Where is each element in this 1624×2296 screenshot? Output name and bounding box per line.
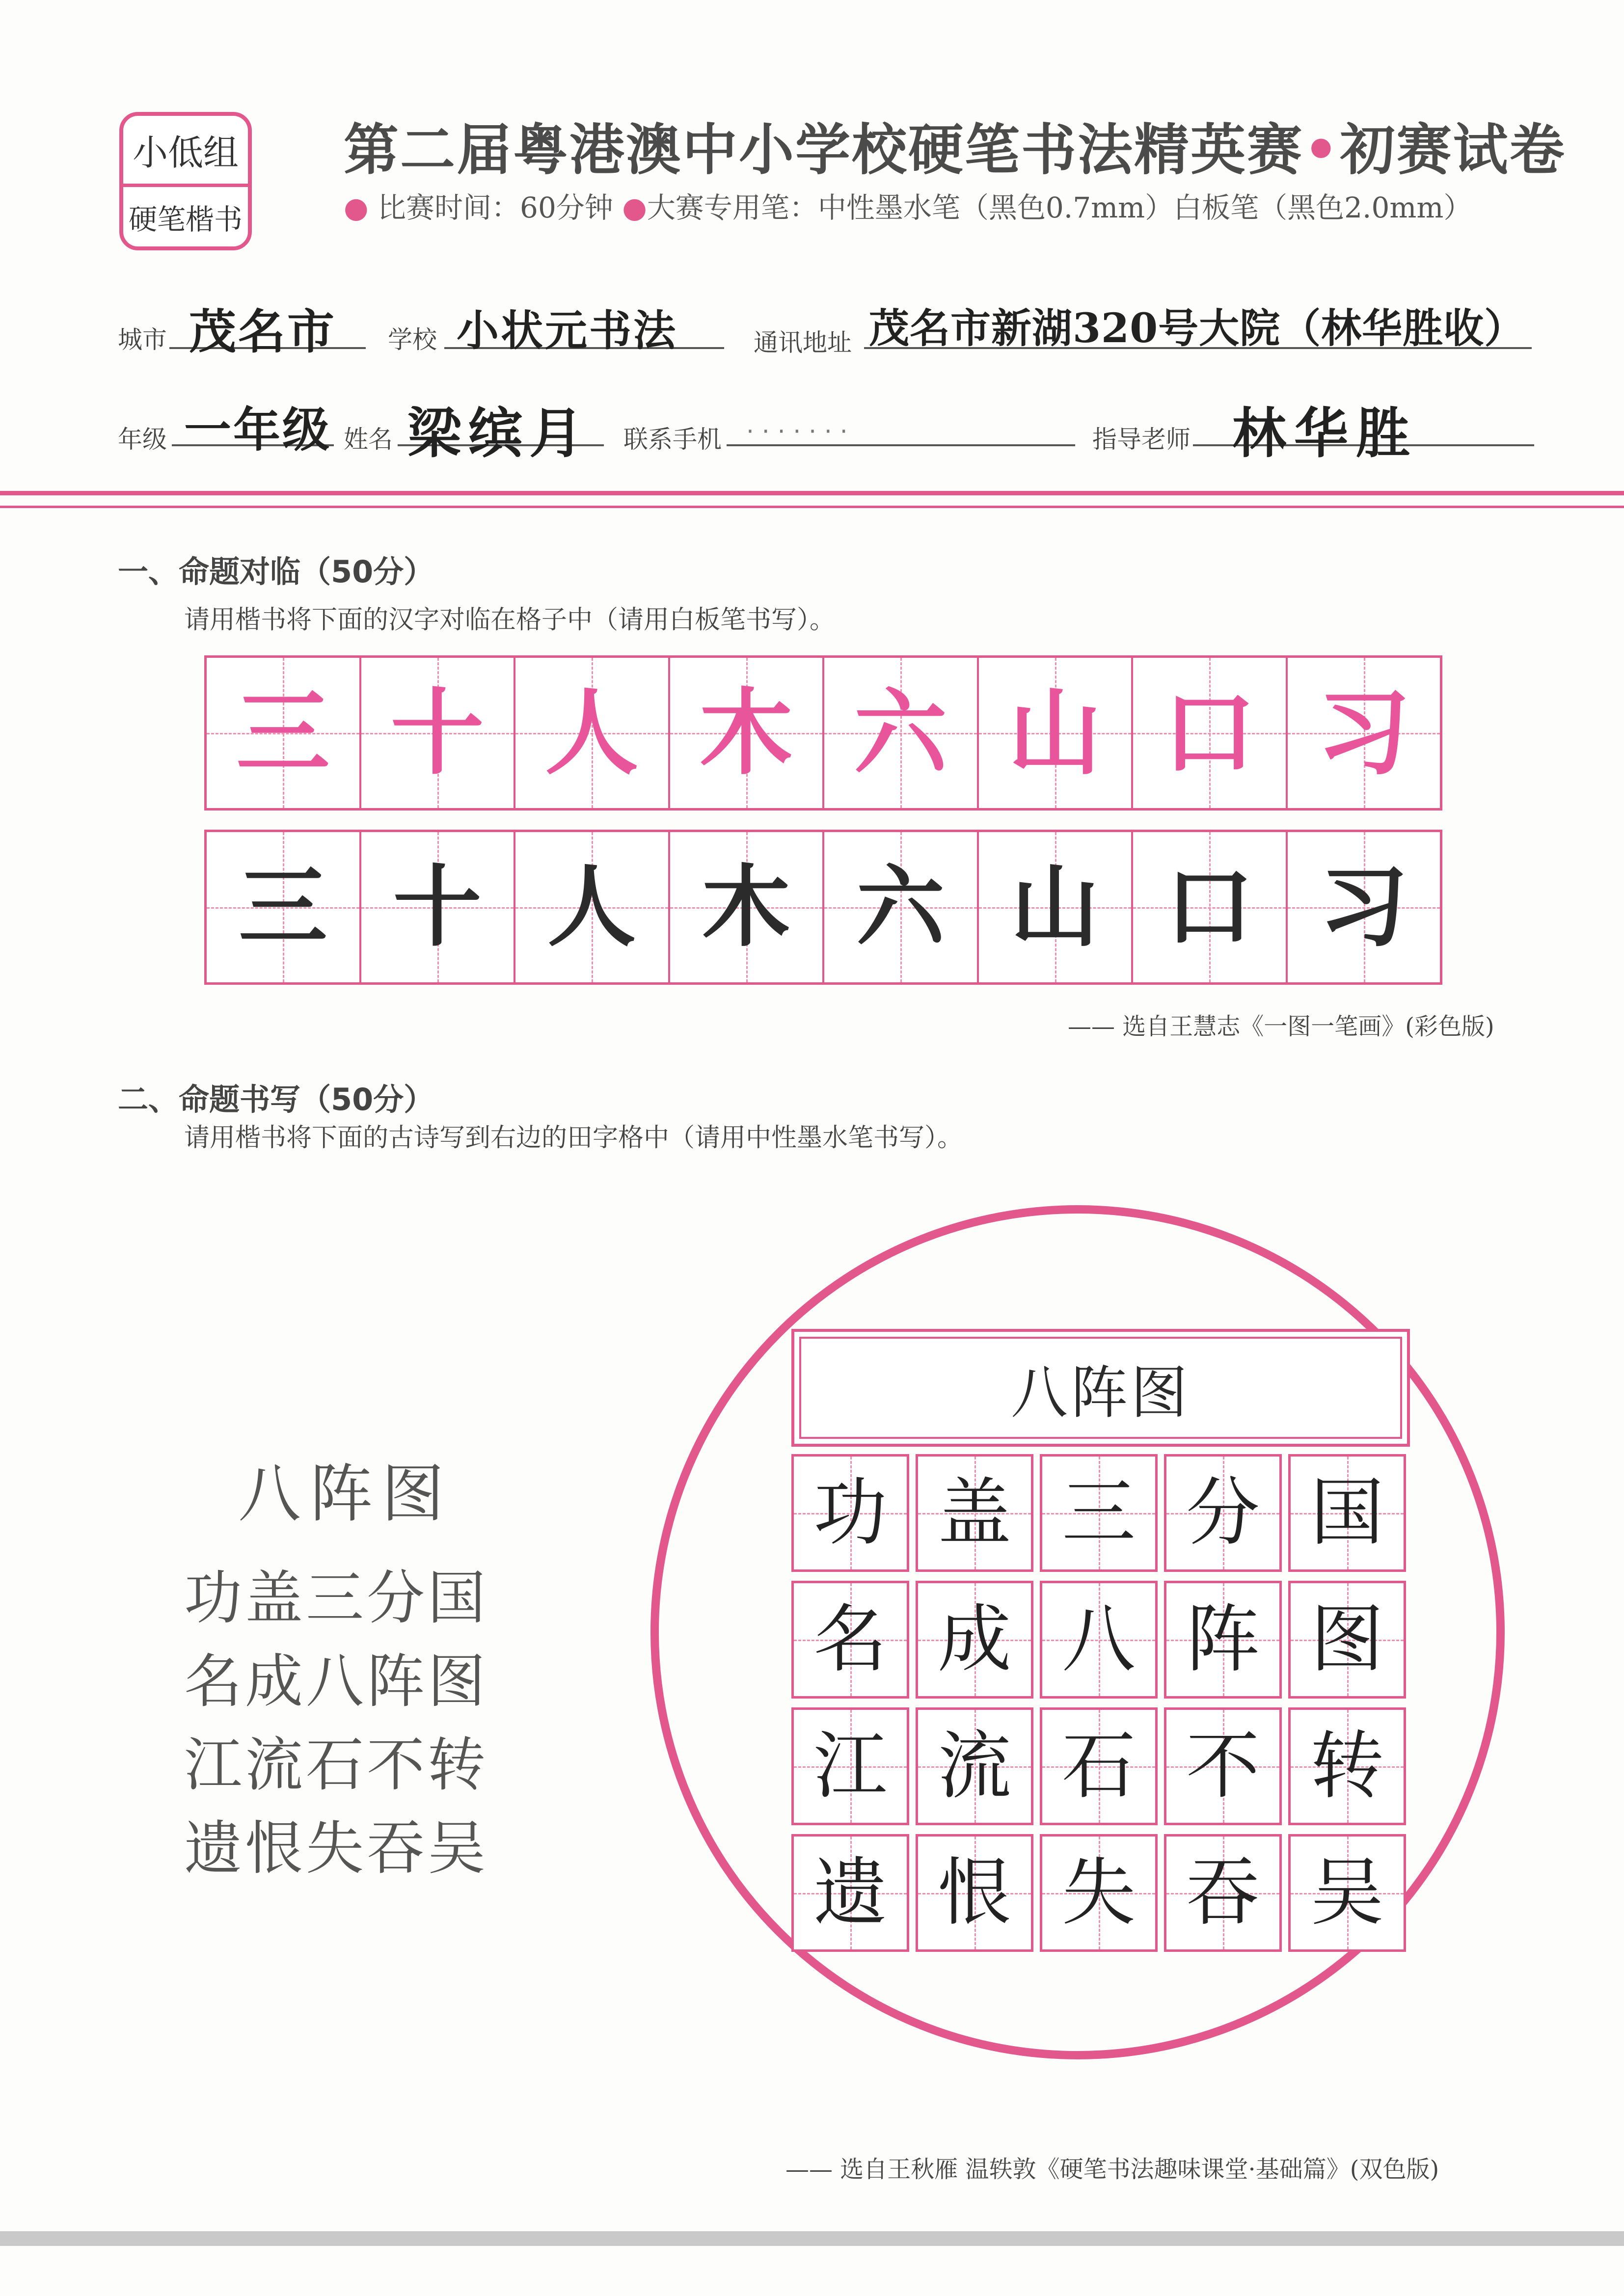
- header-divider-thick: [0, 491, 1624, 495]
- title-dot: •: [1303, 118, 1340, 182]
- writing-cell[interactable]: [1040, 1707, 1158, 1825]
- copy-cell[interactable]: [207, 832, 361, 982]
- written-char: 流: [937, 1724, 1011, 1809]
- group-label: 小低组: [123, 116, 248, 187]
- written-char: 不: [1186, 1724, 1260, 1809]
- model-cell: [824, 658, 979, 808]
- writing-cell[interactable]: [1288, 1707, 1406, 1825]
- writing-cell[interactable]: [1040, 1581, 1158, 1699]
- model-char: 山: [1008, 678, 1102, 787]
- address-label: 通讯地址: [754, 328, 852, 357]
- time-limit-text: 比赛时间：60分钟: [378, 191, 613, 224]
- copy-cell[interactable]: [979, 832, 1134, 982]
- writing-cell[interactable]: [791, 1454, 909, 1572]
- written-title-box[interactable]: [791, 1329, 1410, 1447]
- writing-cell[interactable]: [1288, 1581, 1406, 1699]
- model-cell: [1133, 658, 1288, 808]
- written-char: 分: [1186, 1470, 1260, 1556]
- writing-cell[interactable]: [1164, 1707, 1282, 1825]
- model-char: 人: [545, 678, 639, 787]
- written-char: 吞: [1186, 1850, 1260, 1936]
- poem-line: 遗恨失吞吴: [184, 1814, 489, 1882]
- school-value[interactable]: 小状元书法: [457, 306, 677, 355]
- writing-cell[interactable]: [916, 1454, 1033, 1572]
- poem-line: 名成八阵图: [184, 1648, 489, 1715]
- model-cell: [670, 658, 825, 808]
- address-value[interactable]: 茂名市新湖320号大院（林华胜收）: [869, 305, 1525, 352]
- copy-cell[interactable]: [361, 832, 516, 982]
- writing-cell[interactable]: [916, 1581, 1033, 1699]
- model-cell: [515, 658, 670, 808]
- exam-title-main: 第二届粤港澳中小学校硬笔书法精英赛: [344, 118, 1303, 182]
- writing-cell[interactable]: [1164, 1834, 1282, 1952]
- writing-cell[interactable]: [916, 1834, 1033, 1952]
- written-char: 功: [813, 1470, 887, 1556]
- writing-cell[interactable]: [916, 1707, 1033, 1825]
- category-badge: [119, 112, 252, 250]
- written-char: 石: [1061, 1724, 1136, 1809]
- teacher-value[interactable]: 林华胜: [1232, 402, 1418, 465]
- bullet-dot: ●: [344, 191, 369, 224]
- model-cell: [1288, 658, 1440, 808]
- written-char: 遗: [813, 1850, 887, 1936]
- grade-value[interactable]: 一年级: [184, 402, 331, 458]
- copy-char: 山: [1010, 855, 1099, 959]
- model-char: 口: [1163, 678, 1256, 787]
- school-label: 学校: [388, 325, 437, 354]
- model-char: 六: [854, 678, 947, 787]
- written-char: 成: [937, 1597, 1011, 1682]
- copy-char: 人: [547, 855, 636, 959]
- copy-cell[interactable]: [1288, 832, 1440, 982]
- copy-cell[interactable]: [1133, 832, 1288, 982]
- writing-cell[interactable]: [791, 1834, 909, 1952]
- copy-char: 木: [702, 855, 790, 959]
- copy-char: 六: [856, 855, 945, 959]
- copy-cell[interactable]: [515, 832, 670, 982]
- section1-desc: 请用楷书将下面的汉字对临在格子中（请用白板笔书写）。: [184, 605, 836, 635]
- bottom-scan-bar: [0, 2231, 1624, 2246]
- written-char: 三: [1061, 1470, 1136, 1556]
- model-char-grid: [204, 655, 1442, 810]
- bullet-dot: ●: [622, 191, 647, 224]
- written-char: 恨: [937, 1850, 1011, 1936]
- exam-title-tail: 初赛试卷: [1340, 118, 1566, 182]
- writing-cell[interactable]: [1164, 1581, 1282, 1699]
- model-char: 十: [390, 678, 484, 787]
- written-char: 失: [1061, 1850, 1136, 1936]
- copy-char: 习: [1319, 855, 1408, 959]
- written-char: 八: [1061, 1597, 1136, 1682]
- poem-title: 八阵图: [238, 1458, 454, 1531]
- writing-cell[interactable]: [791, 1581, 909, 1699]
- writing-cell[interactable]: [1288, 1834, 1406, 1952]
- exam-title: [344, 106, 1566, 185]
- section2-desc: 请用楷书将下面的古诗写到右边的田字格中（请用中性墨水笔书写）。: [184, 1123, 963, 1153]
- model-cell: [361, 658, 516, 808]
- copy-char: 三: [239, 855, 327, 959]
- name-label: 姓名: [344, 425, 393, 454]
- writing-cell[interactable]: [1288, 1454, 1406, 1572]
- model-char: 习: [1317, 678, 1410, 787]
- section2-source: —— 选自王秋雁 温轶敦《硬笔书法趣味课堂·基础篇》(双色版): [785, 2156, 1439, 2183]
- pen-requirement-text: 大赛专用笔：中性墨水笔（黑色0.7mm）白板笔（黑色2.0mm）: [647, 191, 1472, 224]
- model-char: 木: [699, 678, 793, 787]
- copy-cell[interactable]: [670, 832, 825, 982]
- written-title: 八阵图: [799, 1337, 1402, 1439]
- copy-cell[interactable]: [824, 832, 979, 982]
- city-label: 城市: [118, 325, 167, 354]
- grade-label: 年级: [118, 425, 167, 454]
- category-label: 硬笔楷书: [128, 202, 243, 236]
- teacher-label: 指导老师: [1092, 425, 1191, 454]
- name-value[interactable]: 梁缤月: [407, 402, 590, 465]
- written-char: 盖: [937, 1470, 1011, 1556]
- phone-label: 联系手机: [623, 425, 722, 454]
- model-cell: [979, 658, 1134, 808]
- section1-title: 一、命题对临（50分）: [118, 554, 434, 590]
- copy-char: 口: [1165, 855, 1254, 959]
- header-divider-thin: [0, 506, 1624, 508]
- poem-line: 功盖三分国: [184, 1564, 489, 1632]
- section2-title: 二、命题书写（50分）: [118, 1081, 434, 1117]
- writing-cell[interactable]: [1040, 1454, 1158, 1572]
- city-value[interactable]: 茂名市: [189, 304, 336, 359]
- writing-cell[interactable]: [1164, 1454, 1282, 1572]
- model-cell: [207, 658, 361, 808]
- exam-subtitle: [344, 185, 1472, 226]
- poem-line: 江流石不转: [184, 1731, 489, 1799]
- copy-char: 十: [393, 855, 482, 959]
- written-char: 吴: [1310, 1850, 1384, 1936]
- written-char: 国: [1310, 1470, 1384, 1556]
- written-char: 阵: [1186, 1597, 1260, 1682]
- written-char: 图: [1310, 1597, 1384, 1682]
- written-char: 江: [813, 1724, 887, 1809]
- copy-char-grid[interactable]: [204, 830, 1442, 985]
- written-char: 转: [1310, 1724, 1384, 1809]
- phone-value[interactable]: · · · · · · ·: [746, 417, 848, 446]
- writing-cell[interactable]: [1040, 1834, 1158, 1952]
- written-char: 名: [813, 1597, 887, 1682]
- section1-source: —— 选自王慧志《一图一笔画》(彩色版): [1068, 1013, 1494, 1040]
- writing-cell[interactable]: [791, 1707, 909, 1825]
- model-char: 三: [236, 678, 330, 787]
